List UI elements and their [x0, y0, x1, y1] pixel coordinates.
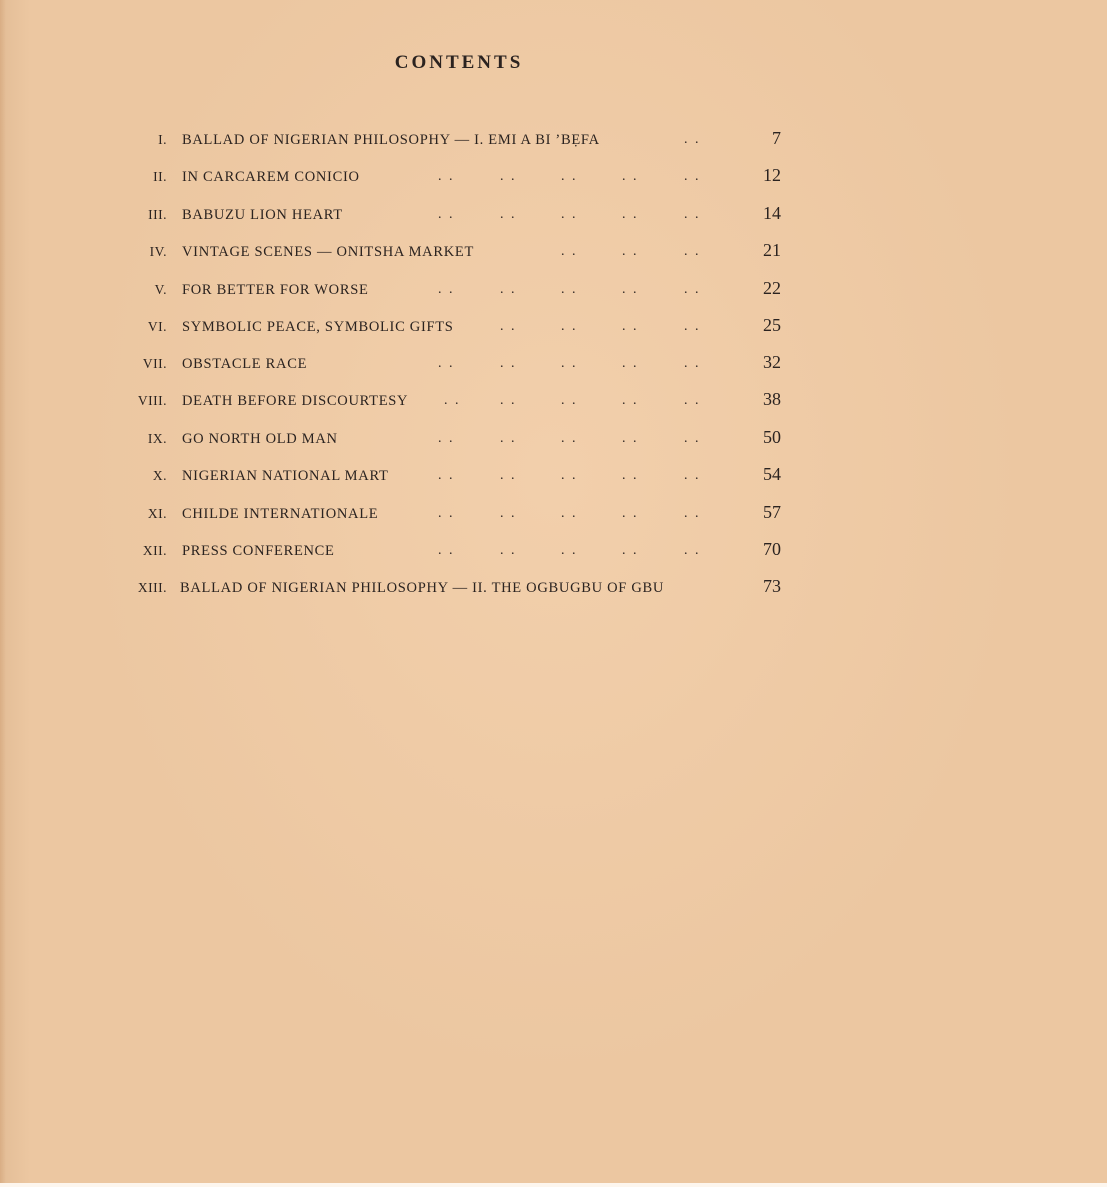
entry-title: CHILDE INTERNATIONALE — [182, 506, 379, 522]
contents-heading: CONTENTS — [394, 52, 524, 73]
entry-numeral: VII. — [142, 356, 167, 371]
entry-page-number: 22 — [763, 278, 781, 298]
toc-entry-7[interactable]: VII. OBSTACLE RACE . . . . . . . . . . 32 — [142, 352, 781, 372]
entry-numeral: VIII. — [137, 393, 167, 408]
entry-page-number: 54 — [763, 464, 781, 484]
entry-numeral: XII. — [142, 543, 167, 558]
entry-title: IN CARCAREM CONICIO — [182, 169, 360, 185]
entry-title: DEATH BEFORE DISCOURTESY — [182, 393, 409, 409]
entry-title: BALLAD OF NIGERIAN PHILOSOPHY — II. THE OGBUGBU OF GBU — [180, 580, 665, 596]
entry-page-number: 12 — [763, 165, 781, 185]
entry-page-number: 70 — [763, 539, 781, 559]
entry-page-number: 73 — [763, 576, 781, 596]
toc-entry-1[interactable]: I. BALLAD OF NIGERIAN PHILOSOPHY — I. EMI A BI ’BẸFA . . 7 — [158, 128, 781, 148]
toc-entry-12[interactable]: XII. PRESS CONFERENCE . . . . . . . . . . 70 — [142, 539, 781, 559]
entry-page-number: 57 — [763, 502, 781, 522]
entry-page-number: 7 — [772, 128, 781, 148]
entry-page-number: 32 — [763, 352, 781, 372]
entry-numeral: II. — [153, 169, 167, 184]
entry-page-number: 25 — [763, 315, 781, 335]
entry-numeral: XI. — [147, 506, 167, 521]
toc-entry-11[interactable]: XI. CHILDE INTERNATIONALE . . . . . . . . . . 57 — [147, 502, 781, 522]
entry-title: SYMBOLIC PEACE, SYMBOLIC GIFTS — [182, 319, 454, 335]
toc-entry-9[interactable]: IX. GO NORTH OLD MAN . . . . . . . . . . 50 — [147, 427, 781, 447]
toc-entry-3[interactable]: III. BABUZU LION HEART . . . . . . . . . . 14 — [148, 203, 781, 223]
entry-numeral: IV. — [149, 244, 167, 259]
entry-numeral: X. — [152, 468, 167, 483]
entry-numeral: IX. — [147, 431, 167, 446]
entry-numeral: XIII. — [137, 580, 167, 595]
entry-title: GO NORTH OLD MAN — [182, 431, 338, 447]
entry-numeral: III. — [148, 207, 167, 222]
entry-page-number: 14 — [763, 203, 781, 223]
toc-entry-2[interactable]: II. IN CARCAREM CONICIO . . . . . . . . . . 12 — [153, 165, 781, 185]
entry-page-number: 50 — [763, 427, 781, 447]
entry-numeral: I. — [158, 132, 167, 147]
entry-numeral: VI. — [147, 319, 167, 334]
toc-entry-5[interactable]: V. FOR BETTER FOR WORSE . . . . . . . . . . 22 — [154, 278, 781, 298]
entry-title: VINTAGE SCENES — ONITSHA MARKET — [182, 244, 475, 260]
page-bottom-edge — [0, 1183, 1107, 1187]
toc-entry-6[interactable]: VI. SYMBOLIC PEACE, SYMBOLIC GIFTS . . . . . . . . 25 — [147, 315, 781, 335]
toc-entry-10[interactable]: X. NIGERIAN NATIONAL MART . . . . . . . . . . 54 — [152, 464, 781, 484]
toc-entry-8[interactable]: VIII. DEATH BEFORE DISCOURTESY . . . . . . . . . . 38 — [137, 389, 781, 409]
entry-title: NIGERIAN NATIONAL MART — [182, 468, 389, 484]
toc-entry-4[interactable]: IV. VINTAGE SCENES — ONITSHA MARKET . . . . . . 21 — [149, 240, 781, 260]
entry-numeral: V. — [154, 282, 167, 297]
entry-page-number: 21 — [763, 240, 781, 260]
entry-title: BALLAD OF NIGERIAN PHILOSOPHY — I. EMI A BI ’BẸFA — [182, 132, 600, 148]
entry-title: FOR BETTER FOR WORSE — [182, 282, 369, 298]
entry-title: OBSTACLE RACE — [182, 356, 308, 372]
entry-title: BABUZU LION HEART — [182, 207, 343, 223]
entry-title: PRESS CONFERENCE — [182, 543, 335, 559]
toc-entry-13[interactable] — [0, 574, 1107, 604]
entry-page-number: 38 — [763, 389, 781, 409]
